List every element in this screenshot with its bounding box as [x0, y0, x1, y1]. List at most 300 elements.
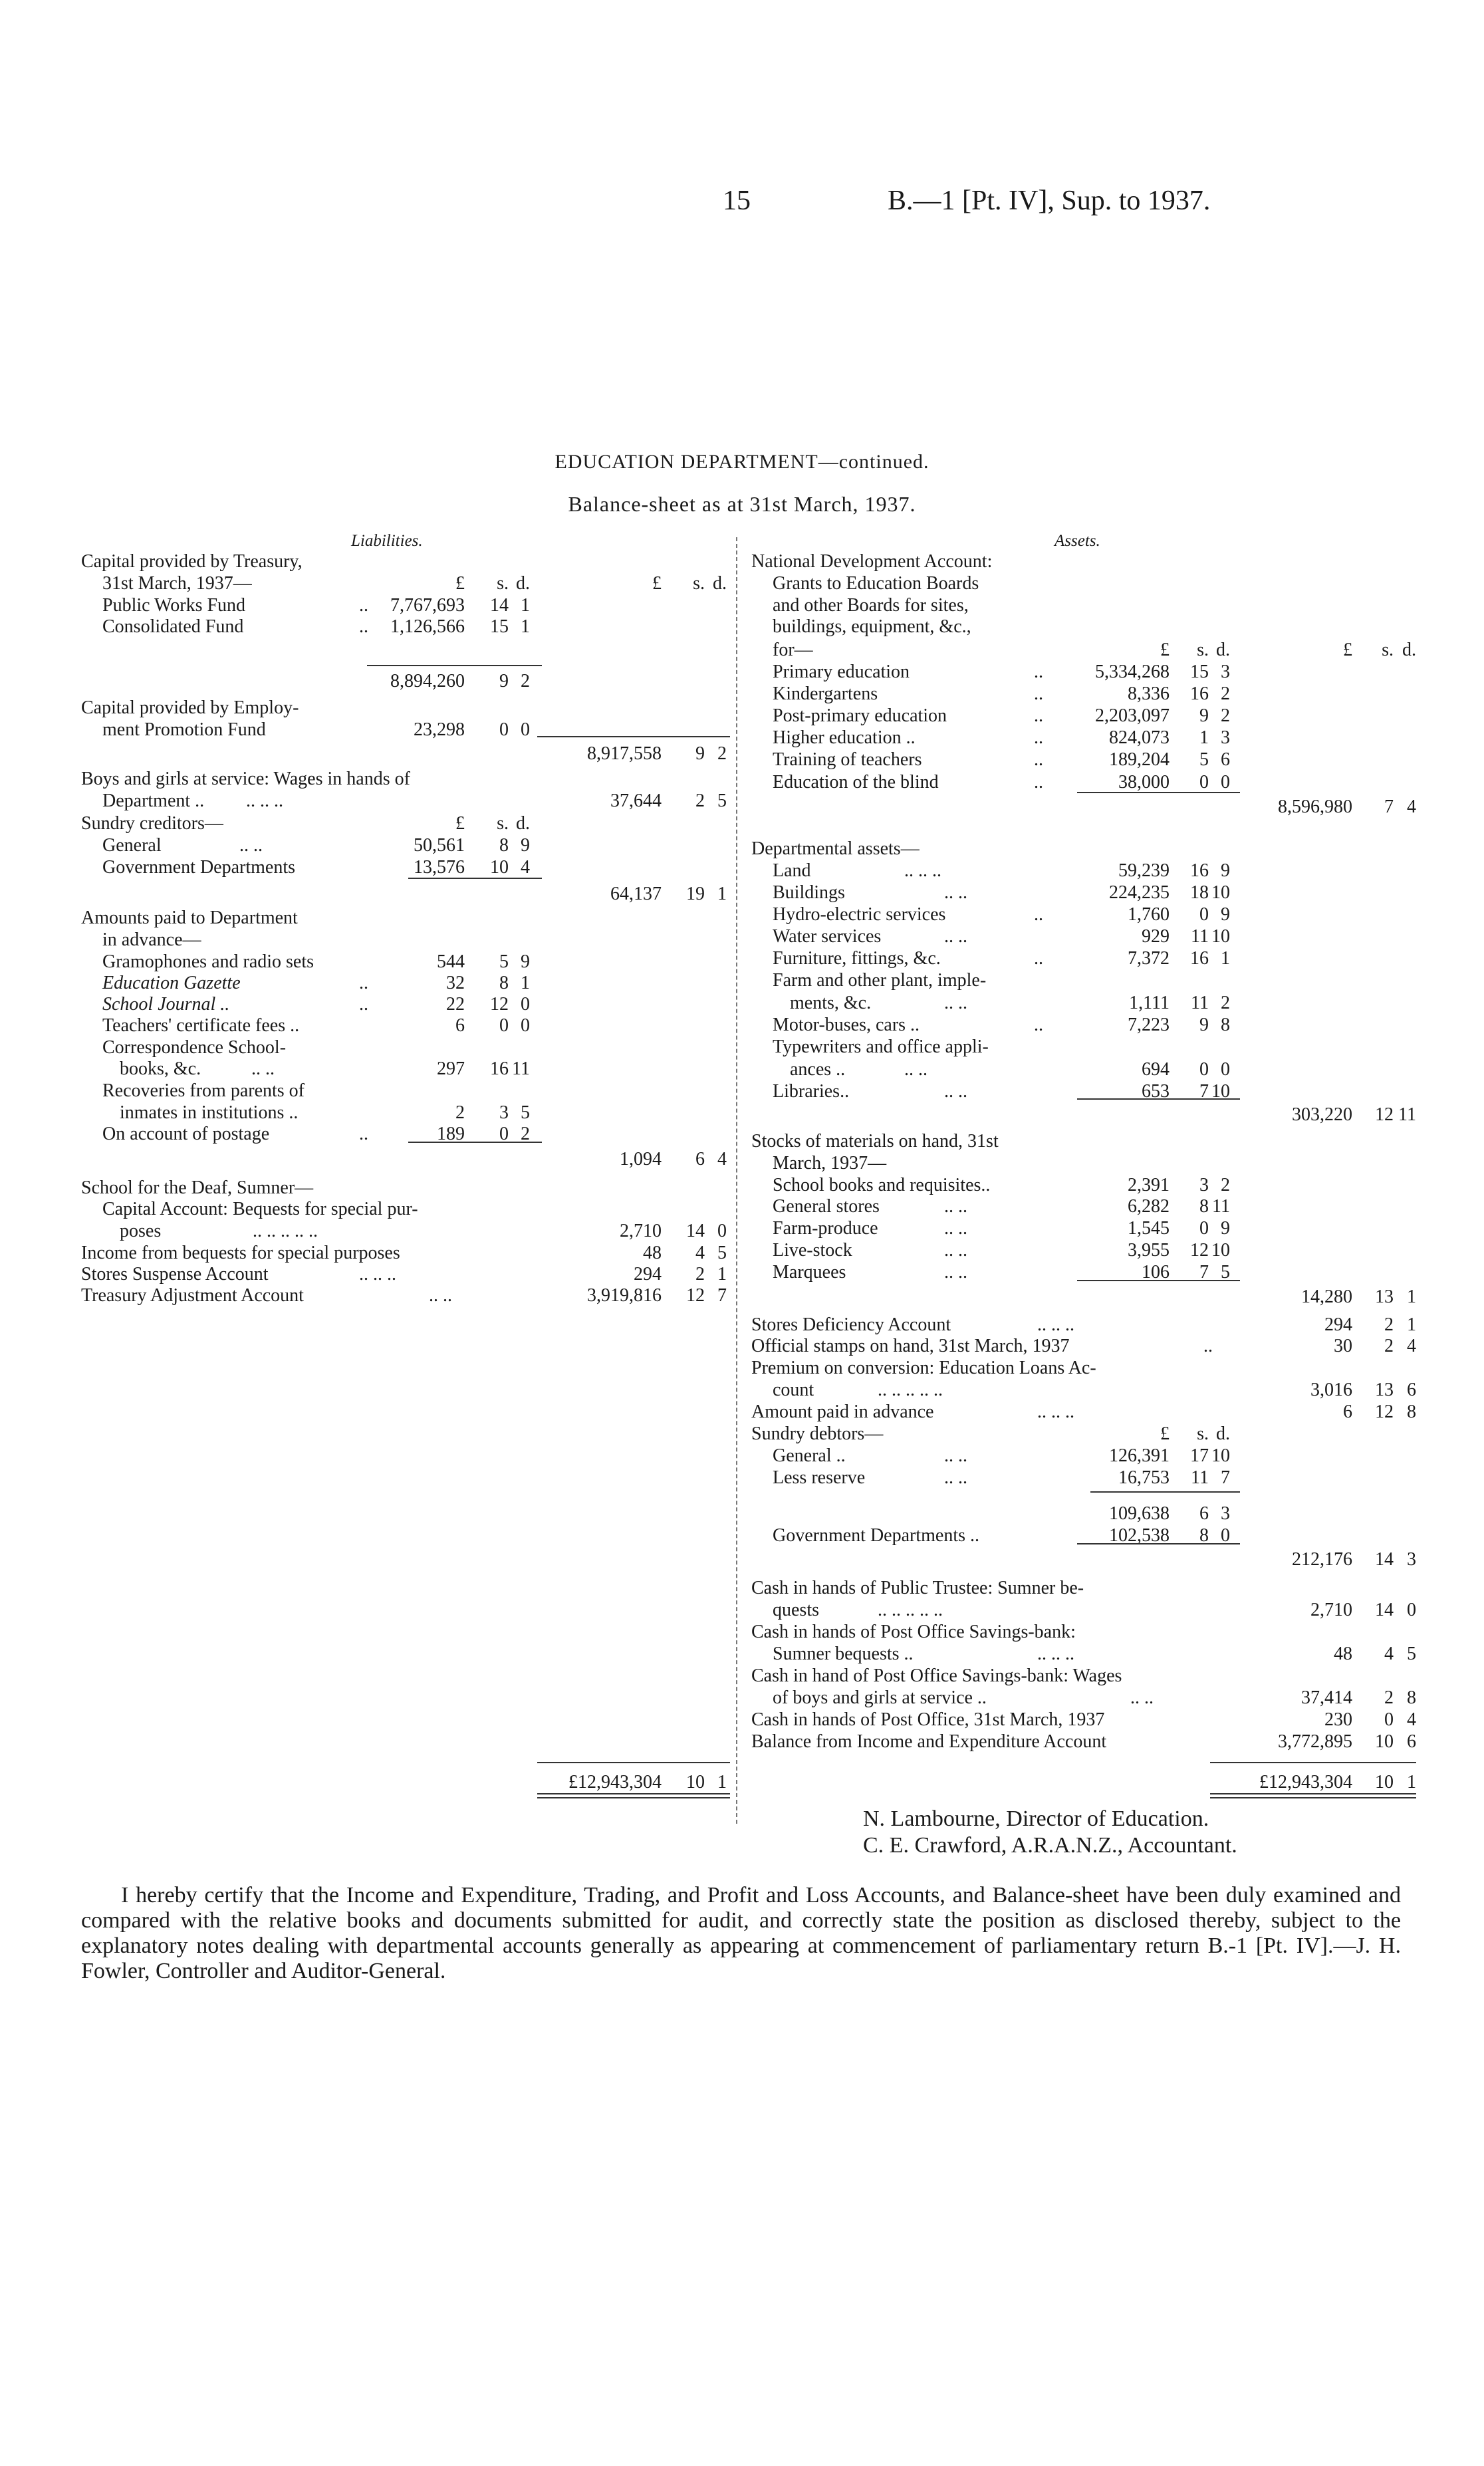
liabilities-amount-c2: 14: [490, 595, 509, 616]
director-signature: N. Lambourne, Director of Education.: [863, 1806, 1209, 1831]
assets-amount-c1: 126,391: [1109, 1445, 1170, 1466]
assets-subtotal-rule: [1090, 1491, 1240, 1493]
assets-row-label: Premium on conversion: Education Loans Ac-: [751, 1358, 1096, 1378]
assets-row-label: and other Boards for sites,: [773, 595, 969, 616]
liabilities-amount-c2: 16: [490, 1058, 509, 1079]
liabilities-row-label: Capital provided by Treasury,: [81, 551, 303, 572]
liabilities-amount-d1: 3,919,816: [587, 1285, 662, 1306]
assets-leader-dots: .. ..: [944, 1081, 967, 1102]
assets-amount-c3: d.: [1216, 1423, 1230, 1444]
assets-leader-dots: ..: [1203, 1336, 1213, 1356]
assets-amount-c1: 653: [1142, 1081, 1170, 1102]
assets-amount-d2: 4: [1384, 1644, 1394, 1664]
assets-amount-d3: 4: [1407, 1336, 1416, 1356]
liabilities-amount-d1: 8,917,558: [587, 743, 662, 764]
assets-leader-dots: ..: [1034, 772, 1043, 793]
assets-row-label: Government Departments ..: [773, 1525, 980, 1546]
liabilities-amount-c2: 0: [499, 719, 509, 740]
liabilities-amount-d1: £: [652, 573, 662, 594]
liabilities-amount-c1: 189: [437, 1124, 465, 1144]
assets-leader-dots: ..: [1034, 904, 1043, 925]
assets-amount-c2: 1: [1199, 727, 1209, 748]
liabilities-leader-dots: .. .. ..: [246, 791, 283, 811]
assets-row-label: Primary education: [773, 662, 910, 682]
assets-amount-c3: 6: [1221, 749, 1230, 770]
assets-leader-dots: .. ..: [944, 993, 967, 1013]
assets-row-label: Land: [773, 860, 811, 881]
assets-row-label: General stores: [773, 1196, 880, 1217]
liabilities-amount-c2: 0: [499, 1015, 509, 1036]
assets-amount-c1: 109,638: [1109, 1503, 1170, 1524]
assets-grand-total-d3: 1: [1407, 1772, 1416, 1792]
assets-amount-c2: 8: [1199, 1196, 1209, 1217]
assets-row-label: Furniture, fittings, &c.: [773, 948, 941, 969]
liabilities-row-label: Sundry creditors—: [81, 813, 223, 834]
assets-amount-d2: 12: [1375, 1104, 1394, 1125]
liabilities-row-label: Teachers' certificate fees ..: [102, 1015, 300, 1036]
liabilities-amount-c2: 12: [490, 994, 509, 1015]
assets-amount-d2: 13: [1375, 1287, 1394, 1307]
assets-amount-c3: 11: [1212, 1196, 1230, 1217]
liabilities-grand-total-d2: 10: [686, 1772, 705, 1792]
assets-amount-c1: 7,372: [1128, 948, 1170, 969]
assets-amount-c3: 0: [1221, 772, 1230, 793]
assets-amount-d1: 8,596,980: [1278, 797, 1352, 817]
assets-row-label: Balance from Income and Expenditure Account: [751, 1731, 1107, 1752]
assets-leader-dots: .. ..: [944, 1218, 967, 1239]
liabilities-amount-c1: 7,767,693: [390, 595, 465, 616]
assets-amount-c3: d.: [1216, 640, 1230, 660]
liabilities-row-label: Public Works Fund: [102, 595, 246, 616]
liabilities-amount-d2: 4: [695, 1243, 705, 1263]
assets-amount-c2: 0: [1199, 1218, 1209, 1239]
assets-row-label: National Development Account:: [751, 551, 993, 572]
liabilities-row-label: in advance—: [102, 929, 201, 950]
liabilities-row-label: Recoveries from parents of: [102, 1080, 305, 1101]
assets-amount-c3: 10: [1211, 1081, 1230, 1102]
liabilities-row-label: On account of postage: [102, 1124, 270, 1144]
assets-subtotal-rule: [1077, 1098, 1240, 1100]
liabilities-amount-d3: 5: [717, 791, 727, 811]
assets-amount-c1: 2,391: [1128, 1175, 1170, 1195]
assets-leader-dots: ..: [1034, 749, 1043, 770]
assets-row-label: Buildings: [773, 882, 845, 903]
assets-amount-c1: 38,000: [1118, 772, 1170, 793]
assets-amount-c3: 10: [1211, 926, 1230, 947]
assets-amount-c1: 2,203,097: [1095, 705, 1170, 726]
liabilities-amount-c2: 10: [490, 857, 509, 878]
assets-amount-c3: 9: [1221, 860, 1230, 881]
assets-row-label: School books and requisites..: [773, 1175, 991, 1195]
assets-row-label: Cash in hand of Post Office Savings-bank: Wages: [751, 1665, 1122, 1686]
liabilities-amount-c3: 2: [521, 671, 530, 691]
liabilities-row-label: Income from bequests for special purposes: [81, 1243, 400, 1263]
balance-sheet-subtitle: Balance-sheet as at 31st March, 1937.: [568, 492, 916, 516]
assets-amount-c3: 9: [1221, 1218, 1230, 1239]
assets-amount-c2: 12: [1190, 1240, 1209, 1261]
assets-amount-c2: 0: [1199, 772, 1209, 793]
assets-amount-c3: 0: [1221, 1059, 1230, 1080]
assets-amount-c1: 106: [1142, 1262, 1170, 1283]
assets-amount-d3: 3: [1407, 1549, 1416, 1570]
assets-leader-dots: .. ..: [944, 1467, 967, 1488]
liabilities-amount-d3: 2: [717, 743, 727, 764]
department-title: EDUCATION DEPARTMENT—continued.: [555, 451, 929, 473]
assets-row-label: Higher education ..: [773, 727, 916, 748]
assets-row-label: for—: [773, 640, 813, 660]
assets-row-label: Farm and other plant, imple-: [773, 970, 987, 991]
assets-amount-c3: 2: [1221, 993, 1230, 1013]
assets-grand-total-d1: £12,943,304: [1259, 1772, 1352, 1792]
liabilities-leader-dots: .. ..: [239, 835, 263, 856]
liabilities-leader-dots: .. .. .. .. ..: [253, 1221, 318, 1241]
accountant-signature: C. E. Crawford, A.R.A.N.Z., Accountant.: [863, 1833, 1237, 1858]
liabilities-amount-d1: 37,644: [610, 791, 662, 811]
assets-amount-d1: 14,280: [1301, 1287, 1352, 1307]
liabilities-amount-c2: 8: [499, 973, 509, 993]
assets-amount-d2: 2: [1384, 1687, 1394, 1708]
assets-row-label: March, 1937—: [773, 1153, 887, 1173]
assets-leader-dots: .. .. ..: [1037, 1644, 1074, 1664]
assets-row-label: count: [773, 1380, 814, 1400]
liabilities-amount-d1: 64,137: [610, 884, 662, 904]
assets-leader-dots: .. ..: [944, 1262, 967, 1283]
assets-amount-d1: 212,176: [1292, 1549, 1352, 1570]
assets-amount-d3: 5: [1407, 1644, 1416, 1664]
assets-amount-c1: 824,073: [1109, 727, 1170, 748]
assets-amount-d3: 8: [1407, 1687, 1416, 1708]
assets-amount-d3: 1: [1407, 1287, 1416, 1307]
assets-total-rule: [1210, 1793, 1416, 1794]
assets-amount-c2: s.: [1197, 640, 1209, 660]
liabilities-amount-c3: 5: [521, 1102, 530, 1123]
assets-amount-d2: 2: [1384, 1314, 1394, 1335]
assets-amount-c1: 1,760: [1128, 904, 1170, 925]
liabilities-amount-c1: 32: [446, 973, 465, 993]
assets-amount-d1: 303,220: [1292, 1104, 1352, 1125]
assets-amount-c1: 59,239: [1118, 860, 1170, 881]
liabilities-row-label: Consolidated Fund: [102, 616, 244, 637]
liabilities-row-label: School for the Deaf, Sumner—: [81, 1177, 314, 1198]
liabilities-amount-c3: d.: [516, 813, 530, 834]
assets-amount-c2: s.: [1197, 1423, 1209, 1444]
assets-leader-dots: .. ..: [944, 1445, 967, 1466]
assets-row-label: Stores Deficiency Account: [751, 1314, 951, 1335]
assets-amount-c2: 16: [1190, 683, 1209, 704]
assets-amount-c2: 17: [1190, 1445, 1209, 1466]
assets-amount-d1: 6: [1343, 1402, 1352, 1422]
assets-amount-d2: 14: [1375, 1549, 1394, 1570]
liabilities-amount-c1: 297: [437, 1058, 465, 1079]
liabilities-row-label: Boys and girls at service: Wages in hands of: [81, 769, 410, 789]
liabilities-amount-d3: 1: [717, 884, 727, 904]
liabilities-row-label: Stores Suspense Account: [81, 1264, 269, 1285]
liabilities-amount-c2: s.: [497, 573, 509, 594]
assets-leader-dots: .. ..: [944, 1196, 967, 1217]
liabilities-row-label: Correspondence School-: [102, 1037, 287, 1058]
liabilities-amount-d1: 294: [634, 1264, 662, 1285]
assets-row-label: Sundry debtors—: [751, 1423, 884, 1444]
liabilities-amount-c2: 9: [499, 671, 509, 691]
assets-amount-c3: 10: [1211, 1240, 1230, 1261]
liabilities-amount-c1: 13,576: [414, 857, 465, 878]
assets-amount-c1: £: [1160, 640, 1170, 660]
assets-amount-c1: 224,235: [1109, 882, 1170, 903]
assets-amount-c2: 11: [1191, 993, 1209, 1013]
liabilities-amount-c1: 2: [455, 1102, 465, 1123]
assets-amount-c3: 0: [1221, 1525, 1230, 1546]
liabilities-grand-total-d3: 1: [717, 1772, 727, 1792]
liabilities-row-label: Treasury Adjustment Account: [81, 1285, 304, 1306]
assets-amount-c1: 1,545: [1128, 1218, 1170, 1239]
assets-amount-c3: 5: [1221, 1262, 1230, 1283]
liabilities-amount-c3: 1: [521, 595, 530, 616]
assets-amount-c3: 2: [1221, 705, 1230, 726]
liabilities-amount-c3: 4: [521, 857, 530, 878]
assets-row-label: Stocks of materials on hand, 31st: [751, 1131, 999, 1152]
assets-amount-c2: 0: [1199, 904, 1209, 925]
liabilities-row-label: Capital provided by Employ-: [81, 697, 299, 718]
assets-amount-d2: 2: [1384, 1336, 1394, 1356]
liabilities-amount-d2: 12: [686, 1285, 705, 1306]
assets-row-label: buildings, equipment, &c.,: [773, 616, 971, 637]
assets-amount-d3: 8: [1407, 1402, 1416, 1422]
liabilities-amount-c1: 1,126,566: [390, 616, 465, 637]
assets-subtotal-rule: [1077, 1543, 1240, 1544]
assets-grand-total-d2: 10: [1375, 1772, 1394, 1792]
liabilities-amount-c1: 544: [437, 951, 465, 972]
liabilities-row-label: Government Departments: [102, 857, 296, 878]
assets-leader-dots: .. .. .. .. ..: [878, 1600, 943, 1620]
liabilities-amount-d3: 4: [717, 1149, 727, 1170]
assets-leader-dots: ..: [1034, 705, 1043, 726]
liabilities-amount-d1: 1,094: [620, 1149, 662, 1170]
liabilities-leader-dots: ..: [359, 973, 368, 993]
assets-row-label: Less reserve: [773, 1467, 866, 1488]
assets-amount-c1: 16,753: [1118, 1467, 1170, 1488]
liabilities-amount-d3: 0: [717, 1221, 727, 1241]
assets-amount-c1: 7,223: [1128, 1015, 1170, 1035]
liabilities-amount-c2: s.: [497, 813, 509, 834]
page-number: 15: [723, 185, 751, 216]
assets-amount-d3: 0: [1407, 1600, 1416, 1620]
assets-row-label: Marquees: [773, 1262, 846, 1283]
assets-amount-c1: 5,334,268: [1095, 662, 1170, 682]
assets-leader-dots: .. ..: [1130, 1687, 1154, 1708]
liabilities-amount-c3: 1: [521, 616, 530, 637]
liabilities-row-label: Amounts paid to Department: [81, 908, 298, 928]
assets-amount-c2: 11: [1191, 1467, 1209, 1488]
liabilities-amount-c1: £: [455, 573, 465, 594]
assets-amount-c2: 7: [1199, 1081, 1209, 1102]
liabilities-leader-dots: .. .. ..: [359, 1264, 396, 1285]
assets-amount-c1: 189,204: [1109, 749, 1170, 770]
assets-amount-d2: 14: [1375, 1600, 1394, 1620]
assets-leader-dots: .. .. ..: [1037, 1314, 1074, 1335]
liabilities-amount-c2: 15: [490, 616, 509, 637]
assets-amount-c1: 6,282: [1128, 1196, 1170, 1217]
liabilities-row-label: Education Gazette: [102, 973, 241, 993]
liabilities-amount-c3: 11: [512, 1058, 530, 1079]
assets-amount-c3: 8: [1221, 1015, 1230, 1035]
assets-row-label: Hydro-electric services: [773, 904, 946, 925]
liabilities-amount-c3: 0: [521, 1015, 530, 1036]
assets-amount-c1: 8,336: [1128, 683, 1170, 704]
liabilities-amount-d2: 2: [695, 791, 705, 811]
assets-amount-c2: 8: [1199, 1525, 1209, 1546]
liabilities-amount-c2: 5: [499, 951, 509, 972]
assets-leader-dots: ..: [1034, 683, 1043, 704]
assets-amount-d2: 13: [1375, 1380, 1394, 1400]
assets-amount-c3: 3: [1221, 1503, 1230, 1524]
liabilities-amount-c1: 6: [455, 1015, 465, 1036]
assets-amount-d2: 10: [1375, 1731, 1394, 1752]
assets-row-label: Water services: [773, 926, 882, 947]
liabilities-amount-d2: 9: [695, 743, 705, 764]
liabilities-amount-c3: 2: [521, 1124, 530, 1144]
assets-amount-c3: 10: [1211, 1445, 1230, 1466]
liabilities-row-label: School Journal ..: [102, 994, 230, 1015]
liabilities-row-label: inmates in institutions ..: [120, 1102, 299, 1123]
liabilities-row-label: Capital Account: Bequests for special pur-: [102, 1199, 418, 1219]
assets-row-label: Libraries..: [773, 1081, 850, 1102]
liabilities-amount-d2: 14: [686, 1221, 705, 1241]
assets-amount-d3: 6: [1407, 1380, 1416, 1400]
assets-amount-c3: 3: [1221, 662, 1230, 682]
assets-amount-d1: 3,772,895: [1278, 1731, 1352, 1752]
assets-leader-dots: ..: [1034, 662, 1043, 682]
assets-subtotal-rule: [1077, 792, 1240, 793]
assets-leader-dots: .. .. ..: [904, 860, 941, 881]
liabilities-leader-dots: ..: [359, 595, 368, 616]
assets-amount-c2: 16: [1190, 860, 1209, 881]
liabilities-row-label: books, &c.: [120, 1058, 201, 1079]
liabilities-leader-dots: ..: [359, 1124, 368, 1144]
assets-leader-dots: .. ..: [904, 1059, 928, 1080]
assets-leader-dots: .. .. ..: [1037, 1402, 1074, 1422]
liabilities-amount-c2: 3: [499, 1102, 509, 1123]
liabilities-amount-c1: 50,561: [414, 835, 465, 856]
assets-row-label: Official stamps on hand, 31st March, 1937: [751, 1336, 1070, 1356]
assets-row-label: ments, &c.: [790, 993, 872, 1013]
liabilities-leader-dots: ..: [359, 616, 368, 637]
assets-row-label: Cash in hands of Post Office, 31st March, 1937: [751, 1709, 1105, 1730]
assets-total-rule: [1210, 1762, 1416, 1763]
assets-row-label: Live-stock: [773, 1240, 852, 1261]
liabilities-amount-d1: 2,710: [620, 1221, 662, 1241]
assets-amount-c2: 0: [1199, 1059, 1209, 1080]
liabilities-amount-c3: d.: [516, 573, 530, 594]
liabilities-row-label: Department ..: [102, 791, 205, 811]
assets-amount-c2: 7: [1199, 1262, 1209, 1283]
liabilities-row-label: 31st March, 1937—: [102, 573, 252, 594]
liabilities-leader-dots: ..: [359, 994, 368, 1015]
assets-row-label: Farm-produce: [773, 1218, 878, 1239]
assets-amount-d1: 37,414: [1301, 1687, 1352, 1708]
assets-leader-dots: .. ..: [944, 882, 967, 903]
assets-row-label: Post-primary education: [773, 705, 947, 726]
liabilities-amount-c2: 8: [499, 835, 509, 856]
assets-amount-c3: 1: [1221, 948, 1230, 969]
assets-amount-d2: 12: [1375, 1402, 1394, 1422]
assets-amount-c1: 929: [1142, 926, 1170, 947]
liabilities-amount-d3: 5: [717, 1243, 727, 1263]
liabilities-amount-c1: 23,298: [414, 719, 465, 740]
assets-leader-dots: .. .. .. .. ..: [878, 1380, 943, 1400]
liabilities-amount-c3: 9: [521, 835, 530, 856]
assets-amount-d3: d.: [1402, 640, 1416, 660]
assets-row-label: Education of the blind: [773, 772, 939, 793]
assets-amount-d1: 48: [1334, 1644, 1352, 1664]
assets-leader-dots: ..: [1034, 948, 1043, 969]
assets-subtotal-rule: [1077, 1280, 1240, 1281]
assets-amount-c2: 9: [1199, 1015, 1209, 1035]
assets-amount-d1: 294: [1324, 1314, 1352, 1335]
liabilities-row-label: ment Promotion Fund: [102, 719, 266, 740]
assets-row-label: Cash in hands of Post Office Savings-bank:: [751, 1622, 1076, 1642]
assets-amount-c3: 9: [1221, 904, 1230, 925]
assets-amount-c3: 2: [1221, 683, 1230, 704]
assets-amount-c1: 694: [1142, 1059, 1170, 1080]
liabilities-amount-c3: 9: [521, 951, 530, 972]
assets-amount-c1: £: [1160, 1423, 1170, 1444]
liabilities-amount-d1: 48: [643, 1243, 662, 1263]
liabilities-amount-c1: £: [455, 813, 465, 834]
assets-amount-c2: 5: [1199, 749, 1209, 770]
assets-row-label: Grants to Education Boards: [773, 573, 979, 594]
liabilities-row-label: General: [102, 835, 162, 856]
liabilities-amount-d3: 7: [717, 1285, 727, 1306]
assets-heading: Assets.: [1054, 532, 1100, 550]
assets-row-label: Sumner bequests ..: [773, 1644, 914, 1664]
assets-amount-d2: 7: [1384, 797, 1394, 817]
assets-leader-dots: .. ..: [944, 1240, 967, 1261]
liabilities-amount-d3: d.: [713, 573, 727, 594]
assets-leader-dots: ..: [1034, 727, 1043, 748]
assets-amount-c3: 2: [1221, 1175, 1230, 1195]
liabilities-grand-total-d1: £12,943,304: [568, 1772, 662, 1792]
assets-amount-d1: 3,016: [1310, 1380, 1352, 1400]
assets-amount-c1: 1,111: [1129, 993, 1170, 1013]
assets-row-label: Departmental assets—: [751, 838, 920, 859]
liabilities-amount-c3: 0: [521, 994, 530, 1015]
assets-row-label: ances ..: [790, 1059, 846, 1080]
assets-row-label: Training of teachers: [773, 749, 922, 770]
assets-leader-dots: .. ..: [944, 926, 967, 947]
audit-certification: I hereby certify that the Income and Expenditure, Trading, and Profit and Loss Accounts, and Balance-sheet have been duly examined and compared with the relative books and documents submitted for audit, and correctly state the position as disclosed thereby, subject to the explanatory notes dealing with departmental accounts generally as appearing at commencement of parliamentary return B.-1 [Pt. IV].—J. H. Fowler, Controller and Auditor-General.: [81, 1883, 1401, 1983]
assets-amount-d1: 230: [1324, 1709, 1352, 1730]
assets-amount-d3: 4: [1407, 1709, 1416, 1730]
assets-amount-c2: 11: [1191, 926, 1209, 947]
assets-total-rule: [1210, 1797, 1416, 1798]
assets-amount-d3: 4: [1407, 797, 1416, 817]
liabilities-amount-d2: 2: [695, 1264, 705, 1285]
assets-amount-c2: 9: [1199, 705, 1209, 726]
assets-amount-c2: 18: [1190, 882, 1209, 903]
liabilities-amount-d2: 19: [686, 884, 705, 904]
assets-amount-d3: 1: [1407, 1314, 1416, 1335]
liabilities-amount-c3: 1: [521, 973, 530, 993]
assets-amount-d2: 0: [1384, 1709, 1394, 1730]
assets-amount-d1: £: [1343, 640, 1352, 660]
assets-amount-d2: s.: [1382, 640, 1394, 660]
assets-amount-c3: 7: [1221, 1467, 1230, 1488]
liabilities-amount-c2: 0: [499, 1124, 509, 1144]
liabilities-amount-d3: 1: [717, 1264, 727, 1285]
assets-amount-d1: 30: [1334, 1336, 1352, 1356]
assets-amount-c3: 10: [1211, 882, 1230, 903]
assets-row-label: Cash in hands of Public Trustee: Sumner be-: [751, 1578, 1084, 1598]
